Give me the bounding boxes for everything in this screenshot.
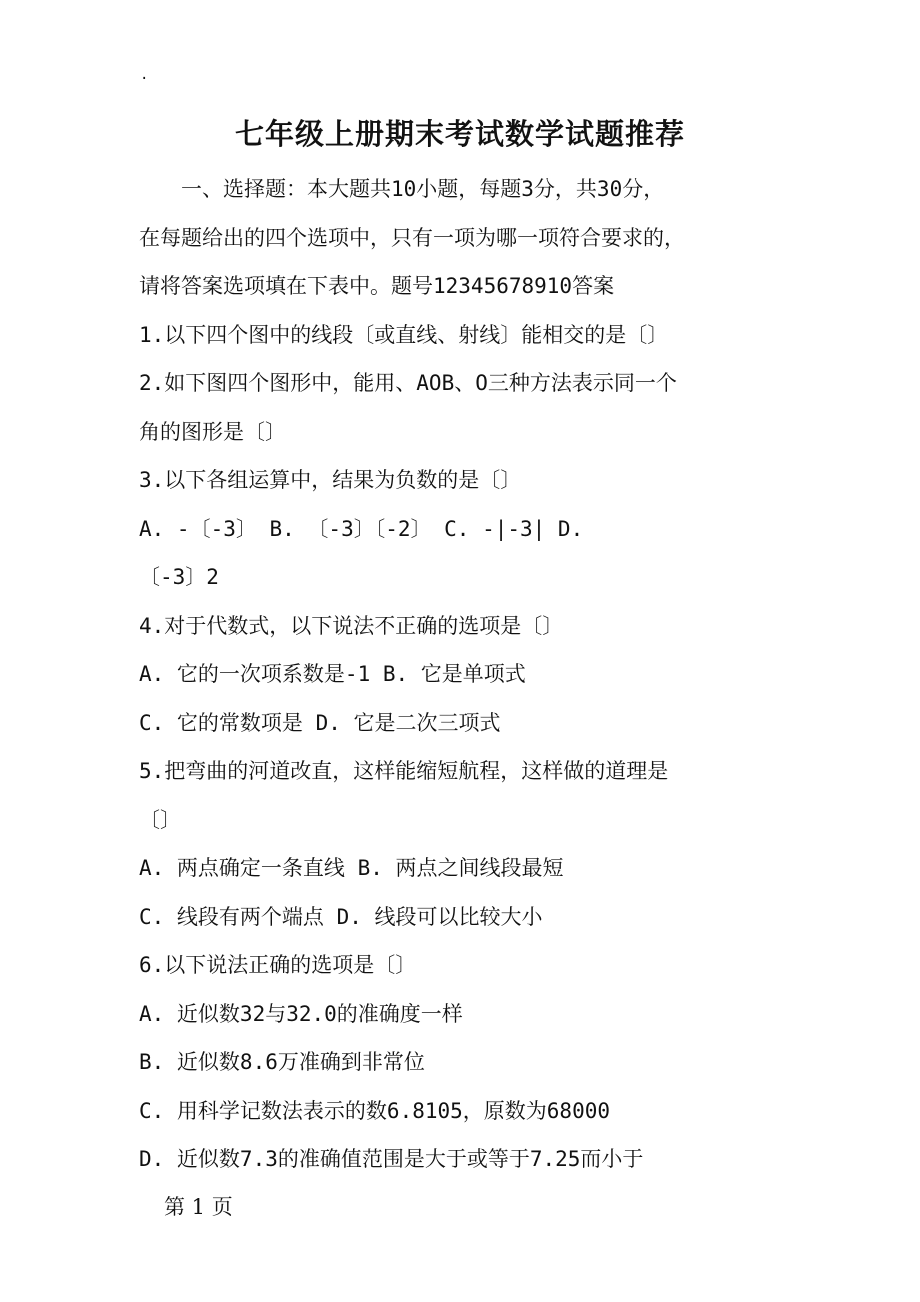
question-line: 6.以下说法正确的选项是〔〕 — [139, 953, 417, 977]
question-body — [139, 165, 789, 1184]
page-number: 第 1 页 — [164, 1195, 233, 1219]
option-line: C. 线段有两个端点 D. 线段可以比较大小 — [139, 904, 543, 929]
question-line: 3.以下各组运算中，结果为负数的是〔〕 — [139, 468, 522, 492]
text-line: 在每题给出的四个选项中，只有一项为哪一项符合要求的， — [139, 225, 685, 250]
option-line: C. 它的常数项是 D. 它是二次三项式 — [139, 710, 501, 735]
option-line: D. 近似数7.3的准确值范围是大于或等于7.25而小于 — [139, 1147, 644, 1171]
text-line: 请将答案选项填在下表中。题号12345678910答案 — [139, 274, 615, 298]
option-line: 〔-3〕2 — [139, 565, 219, 589]
option-line: B. 近似数8.6万准确到非常位 — [139, 1050, 425, 1074]
option-line: A. 两点确定一条直线 B. 两点之间线段最短 — [139, 856, 564, 880]
question-line: 5.把弯曲的河道改直，这样能缩短航程，这样做的道理是 — [139, 759, 669, 783]
question-line: 〔〕 — [139, 807, 181, 832]
option-line: A. 近似数32与32.0的准确度一样 — [139, 1001, 463, 1026]
option-line: A. 它的一次项系数是-1 B. 它是单项式 — [139, 662, 526, 686]
question-line: 角的图形是〔〕 — [139, 419, 286, 444]
question-line: 1.以下四个图中的线段〔或直线、射线〕能相交的是〔〕 — [139, 322, 669, 347]
question-line: 4.对于代数式，以下说法不正确的选项是〔〕 — [139, 613, 564, 638]
document-title: 七年级上册期末考试数学试题推荐 — [234, 117, 685, 151]
section-heading-line: 一、选择题：本大题共10小题，每题3分，共30分， — [181, 177, 665, 201]
header-mark: . — [140, 67, 149, 83]
question-line: 2.如下图四个图形中，能用、AOB、O三种方法表示同一个 — [139, 371, 677, 395]
option-line: A. -〔-3〕 B. 〔-3〕〔-2〕 C. -|-3| D. — [139, 516, 584, 541]
option-line: C. 用科学记数法表示的数6.8105，原数为68000 — [139, 1098, 611, 1123]
